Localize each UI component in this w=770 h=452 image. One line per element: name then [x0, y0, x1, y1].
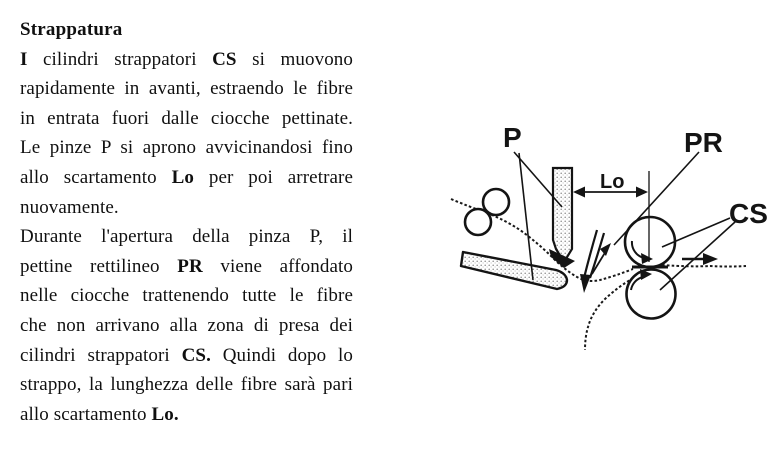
text-line: [20, 370, 353, 400]
text-span: CS.: [181, 344, 211, 366]
text-span: nuovamente.: [20, 196, 119, 218]
text-span: rapidamente in avanti, estraendo le fibre: [20, 78, 353, 100]
text-line: [20, 311, 353, 341]
text-span: viene affondato: [202, 255, 353, 277]
text-span: in entrata fuori dalle ciocche pettinate.: [20, 107, 353, 129]
text-line: [20, 133, 353, 163]
label-pinza: P: [503, 122, 522, 153]
top-comb-tip: [580, 274, 591, 293]
text-span: si muovono: [236, 48, 353, 70]
text-span: Strappatura: [20, 19, 123, 40]
text-span: pettine rettilineo: [20, 255, 178, 277]
text-line: [20, 281, 353, 311]
text-span: CS: [212, 48, 237, 70]
text-line: [20, 193, 353, 223]
text-span: nelle ciocche trattenendo tutte le fibre: [20, 285, 353, 307]
text-span: PR: [177, 255, 203, 277]
text-span: Durante l'apertura della pinza P, il: [20, 226, 353, 248]
output-direction-arrow-head: [703, 253, 718, 265]
label-scartamento: Lo: [600, 171, 625, 193]
text-span: cilindri strappatori: [20, 344, 182, 366]
text-span: strappo, la lunghezza delle fibre sarà pari: [20, 374, 353, 396]
text-line: [20, 222, 353, 252]
nipper-upper-jaw: [553, 168, 572, 262]
text-line: [20, 252, 353, 282]
feed-roller-lower: [465, 209, 491, 235]
text-line: [20, 104, 353, 134]
label-cilindri: CS: [729, 198, 768, 229]
cs-roller-lower: [627, 270, 676, 319]
text-line: [20, 163, 353, 193]
text-span: cilindri strappatori: [27, 48, 213, 70]
text-span: I: [20, 48, 28, 70]
text-span: Lo: [171, 166, 194, 188]
text-line: [20, 74, 353, 104]
text-line: [20, 400, 353, 430]
text-column: [20, 15, 353, 429]
text-span: che non arrivano alla zona di presa dei: [20, 314, 353, 336]
page-heading: [20, 15, 353, 45]
text-span: allo scartamento: [20, 166, 172, 188]
text-span: per poi arretrare: [193, 166, 353, 188]
text-line: [20, 45, 353, 75]
text-span: allo scartamento: [20, 403, 152, 425]
fiber-path-output: [662, 265, 746, 267]
text-line: [20, 341, 353, 371]
label-pettine: PR: [684, 127, 723, 158]
text-span: Lo.: [151, 403, 179, 425]
comb-motion-arrow-head: [600, 243, 611, 256]
combing-diagram: [435, 100, 770, 360]
nipper-lower-jaw: [461, 252, 567, 289]
text-span: Le pinze P si aprono avvicinandosi fino: [20, 137, 353, 159]
text-span: Quindi dopo lo: [210, 344, 353, 366]
